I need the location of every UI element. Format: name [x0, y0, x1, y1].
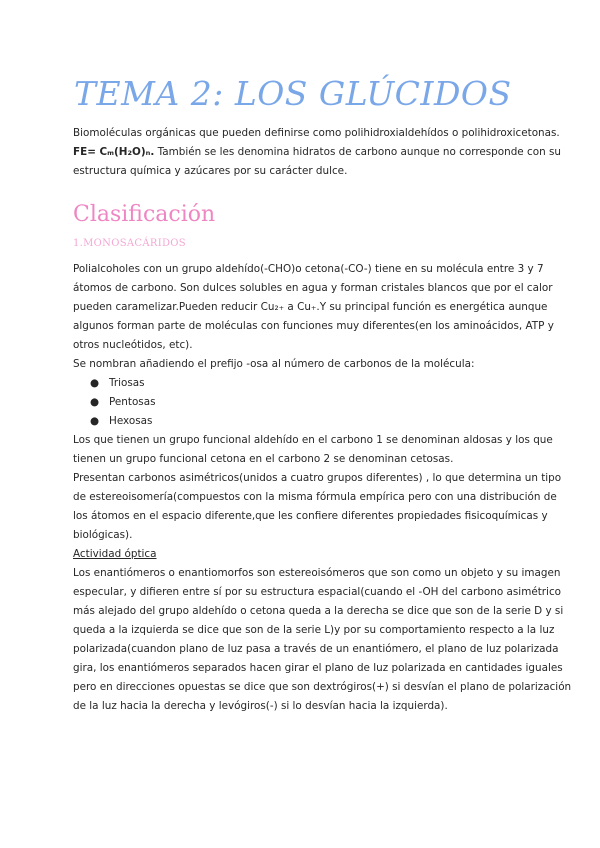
section-content [73, 260, 573, 716]
carbon-count-list [73, 374, 573, 431]
empirical-formula: FE= Cₘ(H₂O)ₙ. [73, 146, 155, 158]
list-item [73, 393, 573, 412]
paragraph-definition: Polialcoholes con un grupo aldehído(-CHO)o cetona(-CO-) tiene en su molécula entre 3 y 7 átomos de carbono. Son dulces solubles en agua y forman cristales blancos que por el calor pueden caramelizar.Pueden reducir Cu₂₊ a Cu₊.Y su principal función es energética aunque algunos forman parte de moléculas con funciones muy diferentes(en los aminoácidos, ATP y otros nucleótidos, etc). [73, 263, 554, 351]
intro-text-continued: También se les denomina hidratos de carbono aunque no corresponde con su estructura química y azúcares por su carácter dulce. [73, 146, 561, 177]
bullet-icon: ● [90, 396, 100, 408]
list-item [73, 374, 573, 393]
paragraph-naming: Se nombran añadiendo el prefijo -osa al número de carbonos de la molécula: [73, 358, 475, 370]
bullet-icon: ● [90, 415, 100, 427]
section-heading: Clasificación [73, 202, 216, 227]
list-item [73, 412, 573, 431]
paragraph-aldoses-ketoses: Los que tienen un grupo funcional aldehído en el carbono 1 se denominan aldosas y los que tienen un grupo funcional cetona en el carbono 2 se denominan cetosas. [73, 434, 553, 465]
list-item-label: Triosas [109, 377, 145, 389]
intro-text: Biomoléculas orgánicas que pueden definirse como polihidroxialdehídos o polihidroxicetonas. [73, 127, 560, 139]
paragraph-asymmetric-carbons: Presentan carbonos asimétricos(unidos a cuatro grupos diferentes) , lo que determina un tipo de estereoisomería(compuestos con la misma fórmula empírica pero con una distribución de los átomos en el espacio diferente,que les confiere diferentes propiedades fisicoquímicas y biológicas). [73, 472, 562, 541]
bullet-icon: ● [90, 377, 100, 389]
page-title: TEMA 2: LOS GLÚCIDOS [74, 74, 512, 113]
paragraph-enantiomers: Los enantiómeros o enantiomorfos son estereoisómeros que son como un objeto y su imagen especular, y difieren entre sí por su estructura espacial(cuando el -OH del carbono asimétrico más alejado del grupo aldehído o cetona queda a la derecha se dice que son de la serie D y si queda a la izquierda se dice que son de la serie L)y por su comportamiento respecto a la luz polarizada(cuandon plano de luz pasa a través de un enantiómero, el plano de luz polarizada gira, los enantiómeros separados hacen girar el plano de luz polarizada en cantidades iguales pero en direcciones opuestas se dice que son dextrógiros(+) si desvían el plano de polarización de la luz hacia la derecha y levógiros(-) si lo desvían hacia la izquierda). [73, 567, 572, 712]
subsection-heading: 1.MONOSACÁRIDOS [73, 238, 186, 249]
activity-title: Actividad óptica [73, 548, 157, 560]
intro-paragraph [73, 124, 573, 181]
list-item-label: Hexosas [109, 415, 153, 427]
list-item-label: Pentosas [109, 396, 156, 408]
